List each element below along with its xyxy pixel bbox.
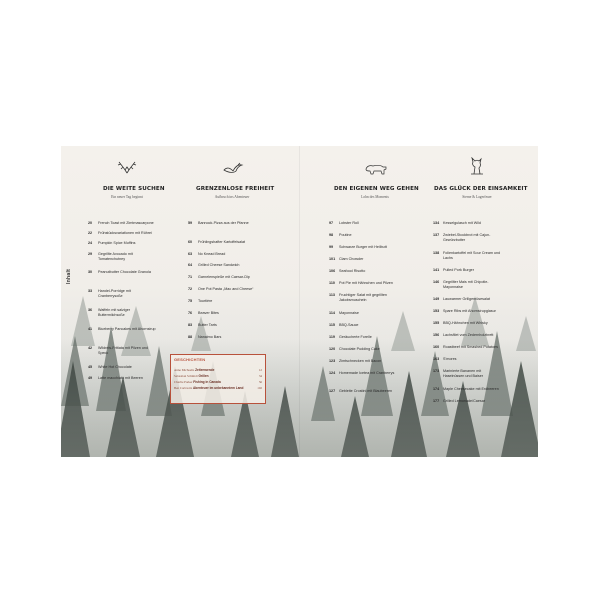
toc-entry — [433, 333, 501, 338]
page-number: 71 — [188, 275, 193, 279]
recipe-title: Spare Ribs mit Ahornsirupglasur — [443, 309, 496, 313]
recipe-title: Gegrillte Avocado mit Tomatenchutney — [98, 252, 133, 261]
toc-entry — [329, 347, 397, 352]
page-number: 134 — [433, 221, 440, 225]
toc-entry — [188, 240, 256, 245]
story-entry — [174, 368, 262, 372]
page-number: 110 — [329, 281, 335, 285]
recipe-title: Blueberry Pancakes mit Ahornsirup — [98, 327, 156, 331]
recipe-title: Zimtschnecken mit Bacon — [339, 359, 382, 363]
toc-entry — [433, 399, 501, 404]
page-number: 64 — [188, 263, 193, 267]
recipe-title: Frühstücksvariationen mit Rührei — [98, 231, 152, 235]
recipe-title: Zwiebel-Stockbrot mit Cajun-Gewürzbutter — [443, 233, 491, 242]
toc-entry — [188, 252, 256, 257]
recipe-title: Fruchtiger Salat mit gegrillten Jakobsmuscheln — [339, 293, 387, 302]
page-number: 141 — [433, 268, 440, 272]
story-title: Fishing in Canada — [193, 380, 221, 384]
toc-entry — [88, 231, 156, 236]
page-number: 83 — [188, 323, 193, 327]
toc-entry — [188, 299, 256, 304]
recipe-title: French Toast mit Zimtmascarpone — [98, 221, 154, 225]
toc-entry — [88, 327, 156, 332]
toc-entry — [88, 241, 156, 246]
toc-entry — [188, 221, 256, 226]
story-page: 102 — [257, 386, 262, 390]
page-number: 59 — [188, 221, 193, 225]
page-number: 163 — [433, 357, 440, 361]
page-number: 138 — [433, 251, 440, 255]
page-number: 173 — [433, 369, 440, 373]
toc-entry — [329, 257, 397, 262]
story-title: Grillen — [198, 374, 209, 378]
recipe-title: One Pot Pasta „Mac and Cheese“ — [198, 287, 254, 291]
recipe-title: Folienkartoffel mit Sour Cream und Lachs — [443, 251, 501, 260]
toc-entry — [329, 359, 397, 364]
page-number: 119 — [329, 335, 335, 339]
page-number: 114 — [329, 311, 335, 315]
toc-entry — [433, 357, 501, 362]
toc-entry — [188, 335, 256, 340]
story-page: 56 — [258, 380, 262, 384]
page-number: 115 — [329, 323, 335, 327]
toc-entry — [329, 371, 397, 376]
page-number: 98 — [329, 233, 334, 237]
recipe-title: Pot Pie mit Hähnchen und Pilzen — [339, 281, 393, 285]
toc-entry — [329, 233, 397, 238]
toc-entry — [88, 289, 156, 298]
toc-entry — [188, 275, 256, 280]
recipe-title: No Knead Bread — [198, 252, 226, 256]
page-number: 49 — [88, 376, 93, 380]
page-number: 29 — [88, 252, 93, 256]
chapter-title: DAS GLÜCK DER EINSAMKEIT — [434, 186, 528, 192]
page-number: 45 — [88, 365, 93, 369]
recipe-title: Grilled Cheese Sandwich — [198, 263, 240, 267]
stories-box — [170, 354, 266, 404]
page-number: 60 — [188, 240, 193, 244]
page-number: 22 — [88, 231, 93, 235]
recipe-title: Chocolate Pudding Cake — [339, 347, 380, 351]
story-entry — [174, 386, 262, 390]
chapter-title: DEN EIGENEN WEG GEHEN — [334, 186, 419, 192]
toc-entry — [433, 309, 501, 314]
toc-entry — [329, 311, 397, 316]
recipe-title: Mayonnaise — [339, 311, 359, 315]
recipe-title: Pulled Pork Burger — [443, 268, 474, 272]
toc-entry — [433, 369, 501, 378]
recipe-title: Schwarze Burger mit Heilbutt — [339, 245, 387, 249]
toc-entry — [88, 252, 156, 261]
page-number: 97 — [329, 221, 334, 225]
toc-entry — [433, 280, 501, 289]
page-number: 146 — [433, 280, 440, 284]
chapter-subtitle: Lohn des Moments — [361, 195, 389, 199]
page-number: 101 — [329, 257, 336, 261]
toc-entry — [433, 321, 501, 326]
toc-entry — [329, 221, 397, 226]
page-number: 33 — [88, 289, 93, 293]
recipe-title: Nanaimo Bars — [198, 335, 222, 339]
toc-entry — [88, 270, 156, 275]
page-number: 63 — [188, 252, 193, 256]
page-number: 155 — [433, 321, 440, 325]
recipe-title: Lauwarmer Grillgemüsesalat — [443, 297, 490, 301]
recipe-title: Pumpkin Spice Muffins — [98, 241, 136, 245]
recipe-title: Tourtière — [198, 299, 213, 303]
toc-entry — [329, 389, 397, 394]
page-number: 36 — [88, 308, 93, 312]
story-author: Anne Michaelis — [174, 368, 195, 372]
toc-entry — [329, 281, 397, 286]
toc-entry — [88, 308, 156, 317]
chapter-subtitle: Sterne & Lagerfeuer — [462, 195, 492, 199]
toc-entry — [433, 387, 501, 392]
chapter-title: DIE WEITE SUCHEN — [103, 186, 165, 192]
toc-entry — [433, 221, 501, 226]
recipe-title: Lachsfilet vom Zedernholzbrett — [443, 333, 494, 337]
page-number: 120 — [329, 347, 336, 351]
page-number: 106 — [329, 269, 336, 273]
toc-entry — [88, 221, 156, 226]
toc-entry — [188, 263, 256, 268]
page-number: 76 — [188, 311, 193, 315]
recipe-title: Butter Tarts — [198, 323, 217, 327]
recipe-title: Gegrillter Mais mit Chipotle-Mayonnaise — [443, 280, 489, 289]
recipe-title: Kesselgulasch mit Wild — [443, 221, 481, 225]
toc-entry — [433, 233, 501, 242]
recipe-title: Marinierte Bananen mit Haselnüssen und Baiser — [443, 369, 483, 378]
recipe-title: Bannock-Pizza aus der Pfanne — [198, 221, 249, 225]
chapter-subtitle: Aufbruch ins Abenteuer — [214, 195, 250, 199]
toc-entry — [329, 269, 397, 274]
story-page: 34 — [258, 374, 262, 378]
page-number: 20 — [88, 221, 93, 225]
recipe-title: Peanutbutter Chocolate Granola — [98, 270, 151, 274]
story-title: Abenteuer im unbekanntem Land — [192, 386, 244, 390]
story-entry — [174, 380, 262, 384]
toc-entry — [88, 346, 156, 355]
page-gutter — [299, 146, 300, 457]
bird-icon — [222, 162, 244, 174]
toc-entry — [329, 293, 397, 302]
recipe-title: White Hot Chocolate — [98, 365, 132, 369]
story-author: Ben Carlswitz — [174, 386, 193, 390]
page-number: 30 — [88, 270, 93, 274]
page-number: 153 — [433, 309, 440, 313]
recipe-title: Garnelenspieße mit Caesar-Dip — [198, 275, 250, 279]
recipe-title: Grilled Lemonade/Caesar — [443, 399, 486, 403]
page-number: 42 — [88, 346, 93, 350]
page-number: 72 — [188, 287, 193, 291]
recipe-title: Homemade Iceteа mit Cranberrys — [339, 371, 395, 375]
toc-entry — [188, 323, 256, 328]
story-author: Sebastian Schmidt — [174, 374, 198, 378]
page-number: 88 — [188, 335, 193, 339]
recipe-title: Lobster Roll — [339, 221, 359, 225]
recipe-title: Geräucherte Forelle — [339, 335, 372, 339]
story-entry — [174, 374, 262, 378]
recipe-title: Beaver Bites — [198, 311, 219, 315]
recipe-title: S’mores — [443, 357, 457, 361]
toc-entry — [433, 297, 501, 302]
recipe-title: BBQ-Hähnchen mit Whisky — [443, 321, 488, 325]
recipe-title: Roastbeef mit Smashed Potatoes — [443, 345, 498, 349]
story-title: Zeitenwende — [195, 368, 215, 372]
recipe-title: Frühlingshafter Kartoffelsalat — [198, 240, 246, 244]
page-number: 174 — [433, 387, 440, 391]
page-number: 24 — [88, 241, 93, 245]
page-number: 160 — [433, 345, 440, 349]
stories-title: GESCHICHTEN — [174, 357, 206, 362]
recipe-title: Poutine — [339, 233, 352, 237]
wolf-icon — [469, 157, 485, 175]
page-number: 149 — [433, 297, 440, 301]
chapter-title: GRENZENLOSE FREIHEIT — [196, 186, 275, 192]
page-number: 156 — [433, 333, 440, 337]
recipe-title: Wildreis-Frittata mit Pilzen und Speck — [98, 346, 148, 355]
page-number: 75 — [188, 299, 193, 303]
recipe-title: Gebleite Crostini mit Blaubeeren — [339, 389, 393, 393]
page-number: 137 — [433, 233, 440, 237]
recipe-title: BBQ-Sauce — [339, 323, 359, 327]
story-author: Charlie Parker — [174, 380, 193, 384]
page-number: 124 — [329, 371, 336, 375]
page-number: 113 — [329, 293, 335, 297]
page-number: 41 — [88, 327, 93, 331]
recipe-title: Latte macchiato mit Beeren — [98, 376, 143, 380]
bear-icon — [364, 163, 388, 175]
chapter-subtitle: Ein neuer Tag beginnt — [111, 195, 143, 199]
story-page: 12 — [258, 368, 262, 372]
recipe-title: Seafood Risotto — [339, 269, 366, 273]
toc-entry — [433, 345, 501, 350]
recipe-title: Handel-Porridge mit Cranberrysoße — [98, 289, 131, 298]
toc-entry — [329, 323, 397, 328]
toc-entry — [188, 311, 256, 316]
toc-entry — [433, 268, 501, 273]
recipe-title: Maple Cheesecake mit Erdbeeren — [443, 387, 499, 391]
toc-entry — [188, 287, 256, 292]
page-number: 177 — [433, 399, 440, 403]
page-number: 123 — [329, 359, 336, 363]
toc-entry — [329, 335, 397, 340]
toc-entry — [329, 245, 397, 250]
page-number: 127 — [329, 389, 336, 393]
toc-entry — [88, 376, 156, 381]
toc-entry — [433, 251, 501, 260]
recipe-title: Clam Chowder — [339, 257, 364, 261]
toc-entry — [88, 365, 156, 370]
side-label: Inhalt — [66, 268, 72, 284]
page-number: 99 — [329, 245, 334, 249]
recipe-title: Waffeln mit salziger Buttermilchsoße — [98, 308, 130, 317]
antlers-icon — [116, 160, 138, 174]
